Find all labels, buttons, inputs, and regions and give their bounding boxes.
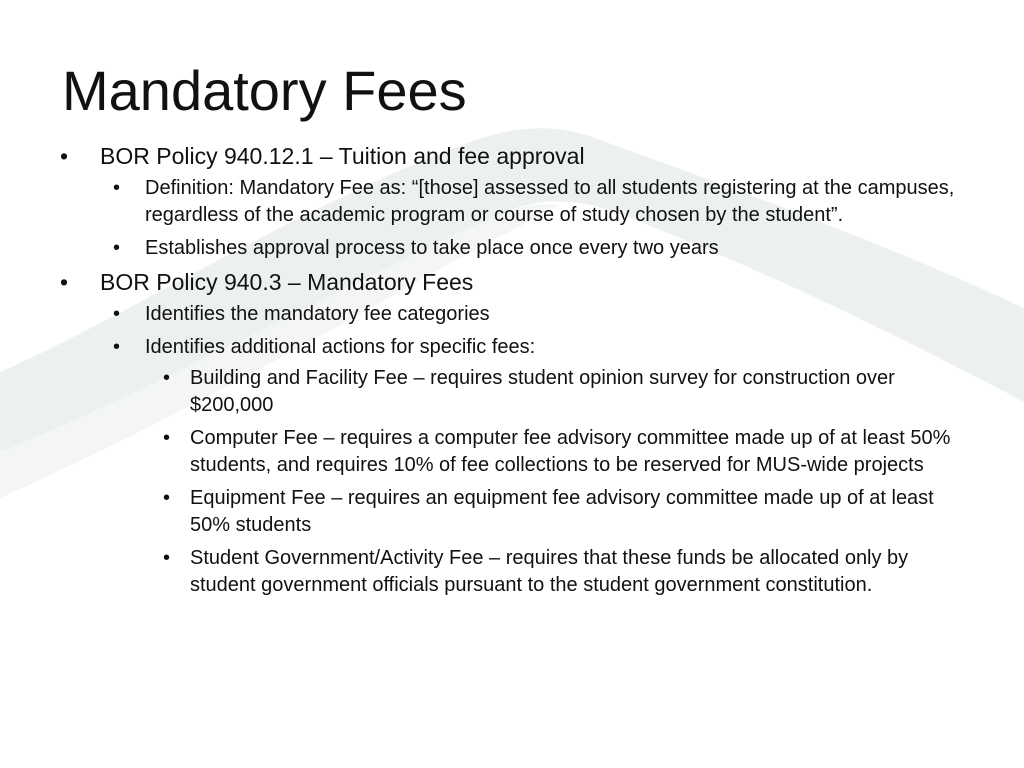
list-item <box>100 334 975 599</box>
list-item-text: Identifies the mandatory fee categories <box>145 303 490 325</box>
list-item <box>100 301 975 328</box>
bullet-icon: • <box>163 367 171 389</box>
list-item <box>145 485 970 539</box>
bullet-icon: • <box>163 547 171 569</box>
bullet-icon: • <box>113 177 121 199</box>
list-item <box>100 235 975 262</box>
slide-title: Mandatory Fees <box>62 59 467 122</box>
bullet-icon: • <box>163 427 171 449</box>
bullet-icon: • <box>113 237 121 259</box>
list-item <box>145 545 970 599</box>
list-item <box>100 175 975 229</box>
list-item-text: BOR Policy 940.3 – Mandatory Fees <box>100 269 474 295</box>
bullet-icon: • <box>113 303 121 325</box>
list-item-text: Definition: Mandatory Fee as: “[those] assessed to all students registering at the campuses, regardless of the academic program or course of study chosen by the student”. <box>145 177 955 226</box>
bullet-icon: • <box>113 336 121 358</box>
list-item-text: Equipment Fee – requires an equipment fee advisory committee made up of at least 50% students <box>190 487 934 536</box>
list-item-text: BOR Policy 940.12.1 – Tuition and fee approval <box>100 143 585 169</box>
list-item <box>0 268 1024 599</box>
list-item <box>0 142 1024 262</box>
list-item-text: Identifies additional actions for specific fees: <box>145 336 536 358</box>
sub-list <box>100 175 1024 262</box>
bullet-list <box>0 142 1024 605</box>
bullet-icon: • <box>60 143 69 169</box>
sub-list <box>145 365 975 599</box>
bullet-icon: • <box>60 269 69 295</box>
list-item-text: Computer Fee – requires a computer fee advisory committee made up of at least 50% students, and requires 10% of fee collections to be reserved for MUS-wide projects <box>190 427 951 476</box>
list-item <box>145 425 970 479</box>
list-item-text: Building and Facility Fee – requires student opinion survey for construction over $200,000 <box>190 367 895 416</box>
sub-list <box>100 301 1024 599</box>
bullet-icon: • <box>163 487 171 509</box>
list-item-text: Student Government/Activity Fee – requires that these funds be allocated only by student government officials pursuant to the student government constitution. <box>190 547 909 596</box>
list-item-text: Establishes approval process to take place once every two years <box>145 237 719 259</box>
list-item <box>145 365 970 419</box>
